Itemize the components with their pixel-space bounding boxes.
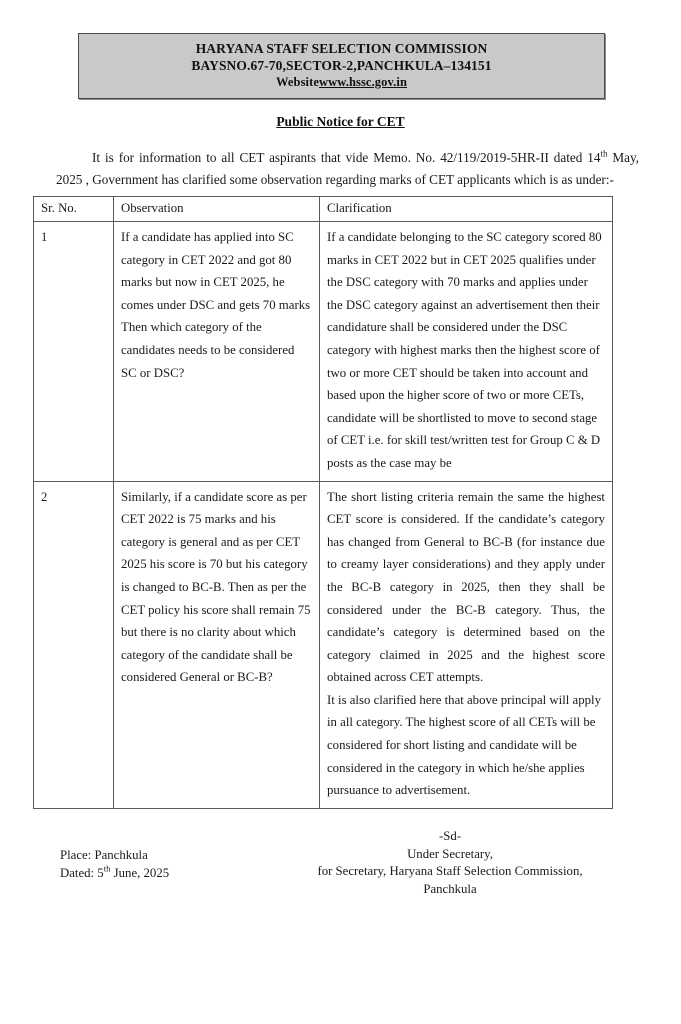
intro-ordinal-suffix: th bbox=[600, 148, 608, 159]
cell-sr-no: 2 bbox=[34, 481, 114, 808]
footer-date-ordinal: th bbox=[103, 863, 111, 874]
cell-clarification bbox=[320, 481, 613, 808]
signature-sd: -Sd- bbox=[438, 829, 462, 843]
footer-date bbox=[60, 864, 169, 882]
document-footer bbox=[0, 826, 681, 936]
clarification-paragraph: If a candidate belonging to the SC category scored 80 marks in CET 2022 but in CET 2025 qualifies under the DSC category with 70 marks and applies under the DSC category against an advertisement then their candidature shall be considered under the DSC category with highest marks then the highest score of two or more CET should be taken into account and based upon the higher score of two or more CETs, candidate will be shortlisted to move to second stage of CET i.e. for skill test/written test for Group C & D posts as the case may be bbox=[327, 230, 602, 470]
table-row bbox=[34, 481, 613, 808]
organization-address: BAYSNO.67-70,SECTOR-2,PANCHKULA–134151 bbox=[191, 58, 492, 73]
footer-place-date bbox=[60, 846, 169, 882]
clarification-table bbox=[33, 196, 613, 809]
table-row bbox=[34, 222, 613, 482]
page-title: Public Notice for CET bbox=[276, 114, 405, 129]
clarification-paragraph: The short listing criteria remain the same the highest CET score is considered. If the candidate’s category has changed from General to BC-B (for instance due to creamy layer considerations) and they apply under the BC-B category in 2025, then they shall be considered under the BC-B category. Thus, the candidate’s category is determined based on the category claimed in 2025 and the highest score obtained across CET attempts. bbox=[327, 489, 605, 685]
signatory-for-line: for Secretary, Haryana Staff Selection Commission, bbox=[317, 864, 583, 878]
letterhead-box bbox=[78, 33, 605, 99]
website-label: Website bbox=[275, 75, 320, 89]
intro-text-part2: May, 2025 , Government has clarified some observation regarding marks of CET applicants which is as under:- bbox=[56, 150, 639, 187]
website-url[interactable]: www.hssc.gov.in bbox=[319, 75, 408, 89]
organization-name: HARYANA STAFF SELECTION COMMISSION bbox=[195, 41, 488, 56]
footer-date-suffix: June, 2025 bbox=[110, 866, 170, 880]
column-header-sr-no: Sr. No. bbox=[34, 197, 114, 222]
organization-website-line bbox=[83, 74, 600, 91]
footer-place: Place: Panchkula bbox=[60, 848, 148, 862]
cell-sr-no: 1 bbox=[34, 222, 114, 482]
footer-date-prefix: Dated: 5 bbox=[60, 866, 104, 880]
intro-paragraph bbox=[56, 147, 639, 191]
intro-text-part1: It is for information to all CET aspirants that vide Memo. No. 42/119/2019-5HR-II dated 14 bbox=[92, 150, 601, 165]
cell-observation: Similarly, if a candidate score as per CET 2022 is 75 marks and his category is general and as per CET 2025 his score is 70 but his category is changed to BC-B. Then as per the CET policy his score shall remain 75 but there is no clarity about which category of the candidate shall be considered General or BC-B? bbox=[114, 481, 320, 808]
clarification-paragraph: It is also clarified here that above principal will apply in all category. The highest score of all CETs will be considered for short listing and candidate will be considered in the category in which he/she applies pursuance to advertisement. bbox=[327, 692, 601, 798]
column-header-clarification: Clarification bbox=[320, 197, 613, 222]
cell-clarification bbox=[320, 222, 613, 482]
column-header-observation: Observation bbox=[114, 197, 320, 222]
signatory-city: Panchkula bbox=[423, 881, 477, 896]
cell-observation: If a candidate has applied into SC category in CET 2022 and got 80 marks but now in CET 2025, he comes under DSC and gets 70 marks Then which category of the candidates needs to be considered SC or DSC? bbox=[114, 222, 320, 482]
table-header-row bbox=[34, 197, 613, 222]
signatory-designation: Under Secretary, bbox=[407, 846, 493, 861]
footer-signature-block bbox=[260, 828, 640, 898]
